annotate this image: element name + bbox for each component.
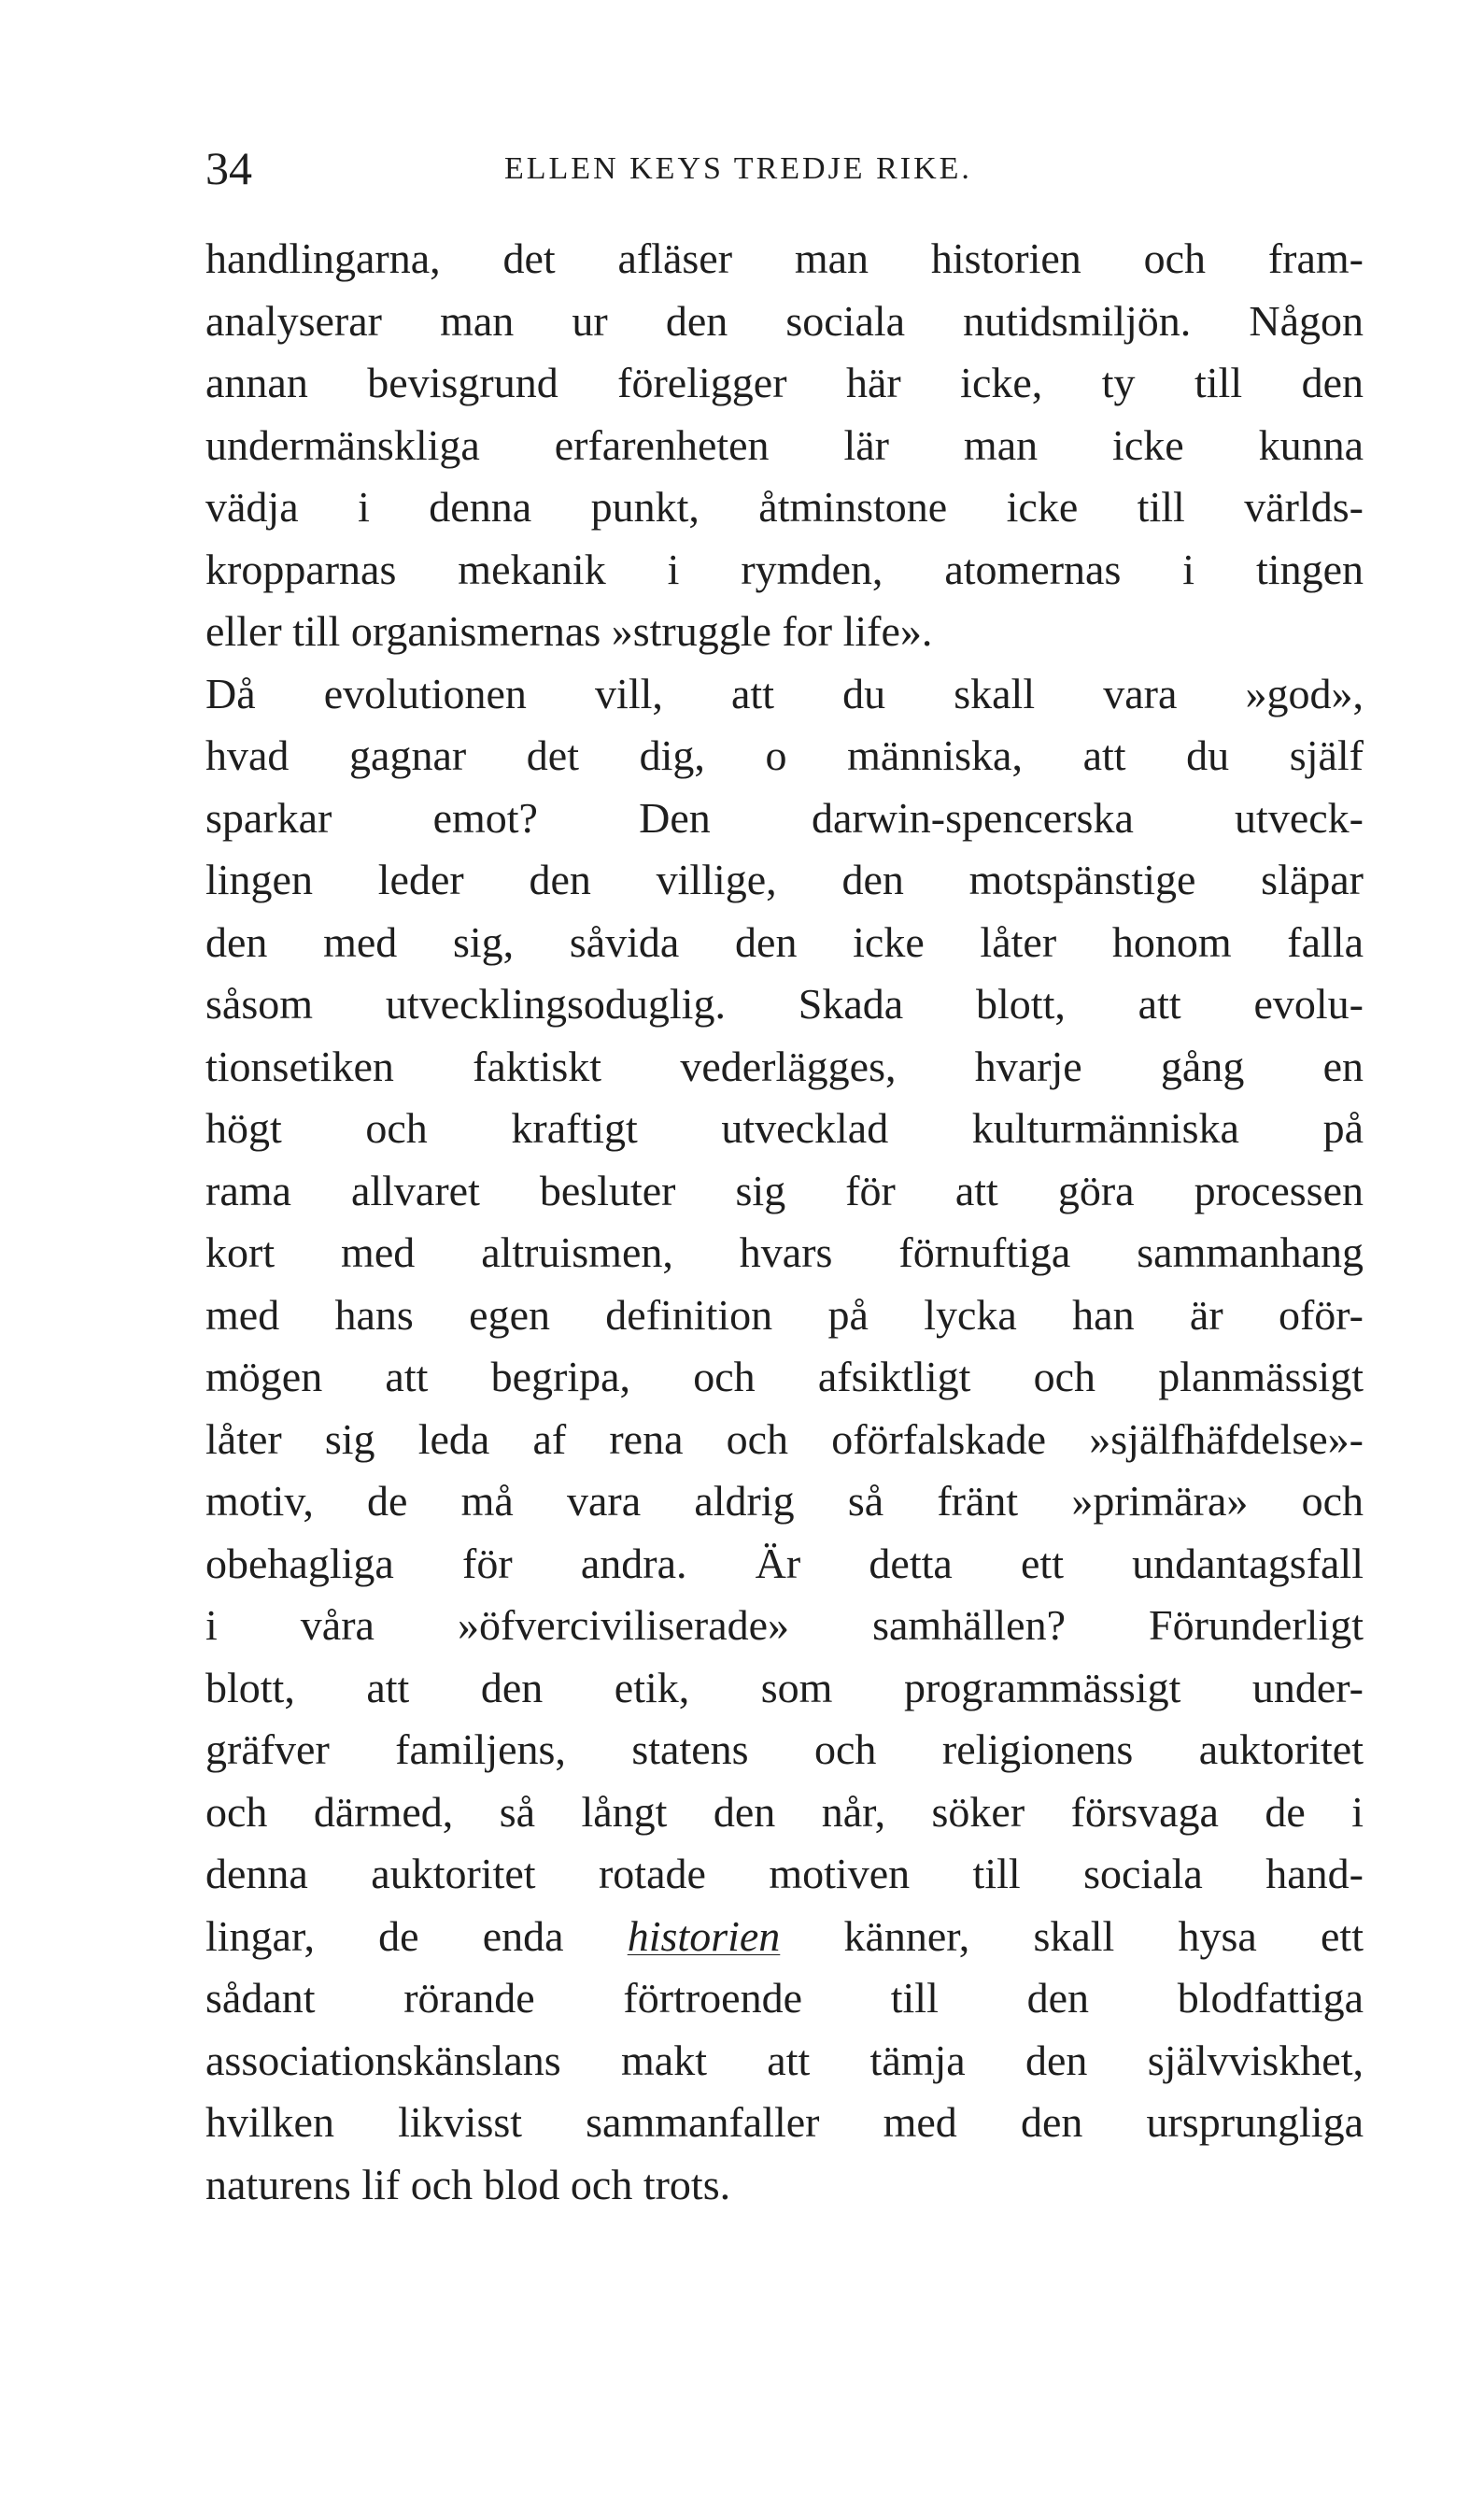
text-line: kropparnas mekanik i rymden, atomernas i tingen xyxy=(205,545,1364,593)
text-line: lingen leder den villige, den motspänstige släpar xyxy=(205,856,1364,903)
text-line: såsom utvecklingsoduglig. Skada blott, att evolu- xyxy=(205,980,1364,1028)
text-line: låter sig leda af rena och oförfalskade »själfhäfdelse»- xyxy=(205,1414,1364,1463)
running-head xyxy=(205,140,1364,196)
text-line: vädja i denna punkt, åtminstone icke till världs- xyxy=(205,483,1364,531)
text-line: eller till organismernas »struggle for life». xyxy=(205,607,933,655)
text-line: obehagliga för andra. Är detta ett undantagsfall xyxy=(205,1539,1364,1587)
body-text xyxy=(205,228,1364,2216)
page-number: 34 xyxy=(205,142,252,194)
text-line: naturens lif och blod och trots. xyxy=(205,2160,731,2208)
running-title: ELLEN KEYS TREDJE RIKE. xyxy=(504,151,972,186)
text-line: handlingarna, det afläser man historien och fram- xyxy=(205,234,1364,282)
text-line: och därmed, så långt den når, söker försvaga de i xyxy=(205,1787,1364,1836)
text-line: gräfver familjens, statens och religionens auktoritet xyxy=(205,1725,1364,1773)
text-line-with-emphasis xyxy=(205,1906,1364,1968)
text-line: denna auktoritet rotade motiven till sociala hand- xyxy=(205,1850,1364,1897)
text-line: den med sig, såvida den icke låter honom falla xyxy=(205,917,1364,966)
text-line: motiv, de må vara aldrig så fränt »primära» och xyxy=(205,1477,1364,1525)
text-segment: känner, skall hysa ett xyxy=(780,1911,1364,1960)
text-line: blott, att den etik, som programmässigt under- xyxy=(205,1663,1364,1711)
text-line: sparkar emot? Den darwin-spencerska utveck- xyxy=(205,793,1364,842)
text-line: annan bevisgrund föreligger här icke, ty till den xyxy=(205,359,1364,406)
text-line: rama allvaret besluter sig för att göra processen xyxy=(205,1166,1364,1214)
text-line: högt och kraftigt utvecklad kulturmänniska på xyxy=(205,1104,1364,1152)
emphasized-word: historien xyxy=(627,1911,781,1960)
text-line: kort med altruismen, hvars förnuftiga sammanhang xyxy=(205,1228,1364,1276)
text-line: hvad gagnar det dig, o människa, att du själf xyxy=(205,731,1364,779)
text-line: undermänskliga erfarenheten lär man icke kunna xyxy=(205,420,1364,469)
text-line: Då evolutionen vill, att du skall vara »god», xyxy=(205,669,1364,717)
text-line: tionsetiken faktiskt vederlägges, hvarje gång en xyxy=(205,1042,1364,1090)
text-segment: lingar, de enda xyxy=(205,1911,628,1960)
text-line: mögen att begripa, och afsiktligt och planmässigt xyxy=(205,1353,1364,1400)
text-line: med hans egen definition på lycka han är oför- xyxy=(205,1290,1364,1339)
text-line: analyserar man ur den sociala nutidsmiljön. Någon xyxy=(205,296,1364,345)
text-line: sådant rörande förtroende till den blodfattiga xyxy=(205,1974,1364,2022)
text-line: associationskänslans makt att tämja den självviskhet, xyxy=(205,2036,1364,2084)
text-line: hvilken likvisst sammanfaller med den ursprungliga xyxy=(205,2098,1364,2146)
text-line: i våra »öfverciviliserade» samhällen? Förunderligt xyxy=(205,1601,1364,1649)
